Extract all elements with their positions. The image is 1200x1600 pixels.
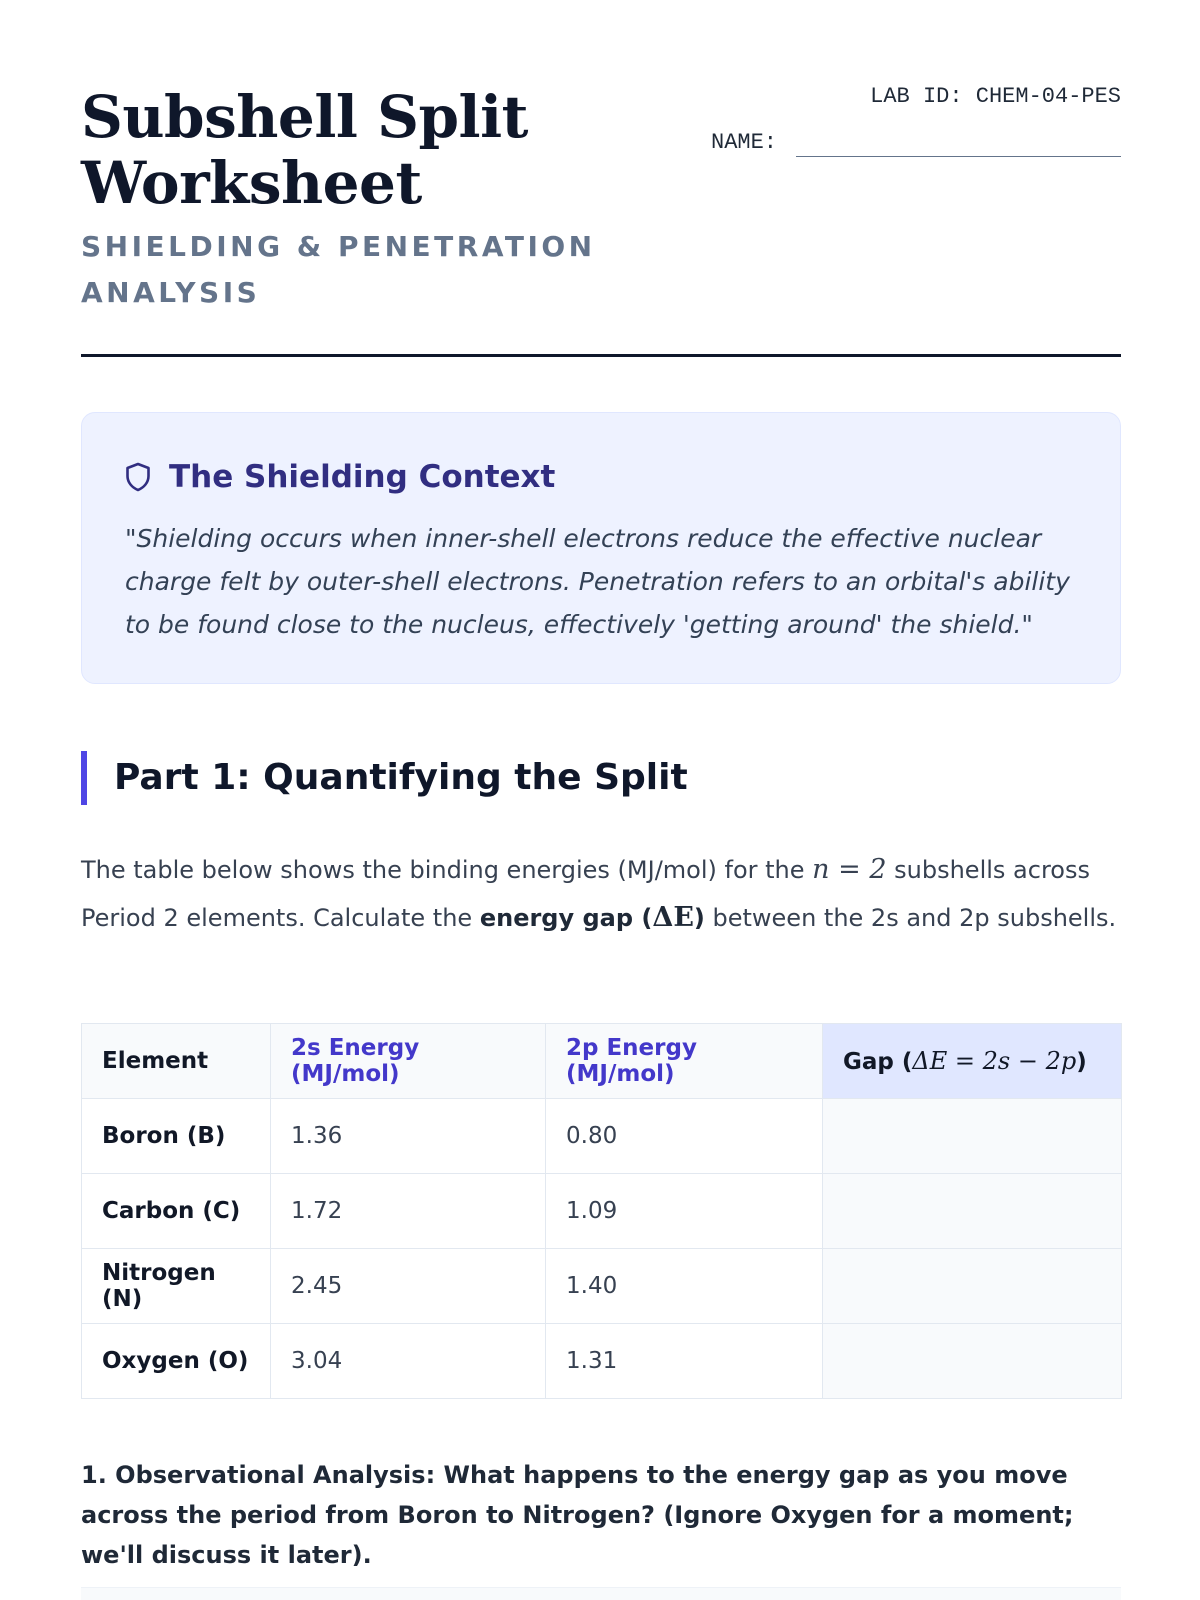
cell-2s-energy: 2.45 bbox=[271, 1249, 546, 1324]
cell-2p-energy: 1.40 bbox=[546, 1249, 823, 1324]
cell-element: Oxygen (O) bbox=[82, 1324, 271, 1399]
intro-math-n: n = 2 bbox=[812, 854, 887, 885]
gap-answer-cell[interactable] bbox=[823, 1324, 1122, 1399]
gap-answer-cell[interactable] bbox=[823, 1174, 1122, 1249]
intro-text-c: between the 2s and 2p subshells. bbox=[704, 904, 1117, 932]
header-2p-energy: 2p Energy (MJ/mol) bbox=[546, 1024, 823, 1099]
name-label: NAME: bbox=[711, 130, 778, 155]
section-accent-bar bbox=[81, 751, 87, 805]
answer-box-1[interactable] bbox=[81, 1587, 1121, 1600]
title-line-2: Worksheet bbox=[81, 149, 422, 217]
intro-text-b: subshells across Period 2 elements. Calculate the bbox=[81, 856, 1090, 932]
cell-2p-energy: 1.31 bbox=[546, 1324, 823, 1399]
table-row bbox=[82, 1174, 1122, 1249]
header-gap-math: ΔE = 2s − 2p bbox=[912, 1047, 1077, 1075]
lab-id: LAB ID: CHEM-04-PES bbox=[870, 84, 1121, 109]
header-element: Element bbox=[82, 1024, 271, 1099]
name-field[interactable] bbox=[796, 156, 1121, 157]
shielding-context-box bbox=[81, 412, 1121, 684]
part1-title: Part 1: Quantifying the Split bbox=[114, 757, 688, 798]
table-row bbox=[82, 1324, 1122, 1399]
shield-icon bbox=[125, 462, 151, 492]
name-row bbox=[711, 130, 1121, 160]
gap-answer-cell[interactable] bbox=[823, 1099, 1122, 1174]
table-row bbox=[82, 1099, 1122, 1174]
cell-element: Boron (B) bbox=[82, 1099, 271, 1174]
gap-answer-cell[interactable] bbox=[823, 1249, 1122, 1324]
worksheet-header bbox=[81, 84, 1121, 360]
intro-math-delta-e: ΔE bbox=[652, 902, 694, 933]
header-divider bbox=[81, 354, 1121, 357]
cell-element: Nitrogen (N) bbox=[82, 1249, 271, 1324]
cell-2s-energy: 1.36 bbox=[271, 1099, 546, 1174]
cell-element: Carbon (C) bbox=[82, 1174, 271, 1249]
energy-table bbox=[81, 1023, 1121, 1399]
intro-text-a: The table below shows the binding energies (MJ/mol) for the bbox=[81, 856, 813, 884]
part1-intro bbox=[81, 846, 1121, 942]
header-gap: Gap (ΔE = 2s − 2p) bbox=[823, 1024, 1122, 1099]
subtitle-line-2: ANALYSIS bbox=[81, 276, 261, 309]
cell-2s-energy: 3.04 bbox=[271, 1324, 546, 1399]
page-title bbox=[81, 84, 641, 216]
question-1: 1. Observational Analysis: What happens to the energy gap as you move across the period from Boron to Nitrogen? (Ignore Oxygen for a moment; we'll discuss it later). bbox=[81, 1461, 1074, 1569]
cell-2s-energy: 1.72 bbox=[271, 1174, 546, 1249]
context-quote: "Shielding occurs when inner-shell electrons reduce the effective nuclear charge felt by outer-shell electrons. Penetration refers to an orbital's ability to be found close to the nucleus, effectively 'getting around' the shield." bbox=[125, 524, 1070, 639]
table-header-row bbox=[82, 1024, 1122, 1099]
cell-2p-energy: 0.80 bbox=[546, 1099, 823, 1174]
intro-bold: energy gap (ΔE) bbox=[479, 902, 705, 933]
context-heading bbox=[125, 457, 555, 497]
subtitle-line-1: SHIELDING & PENETRATION bbox=[81, 230, 596, 263]
cell-2p-energy: 1.09 bbox=[546, 1174, 823, 1249]
context-title: The Shielding Context bbox=[169, 459, 556, 495]
title-line-1: Subshell Split bbox=[81, 83, 528, 151]
header-2s-energy: 2s Energy (MJ/mol) bbox=[271, 1024, 546, 1099]
table-row bbox=[82, 1249, 1122, 1324]
page-subtitle bbox=[81, 224, 641, 316]
